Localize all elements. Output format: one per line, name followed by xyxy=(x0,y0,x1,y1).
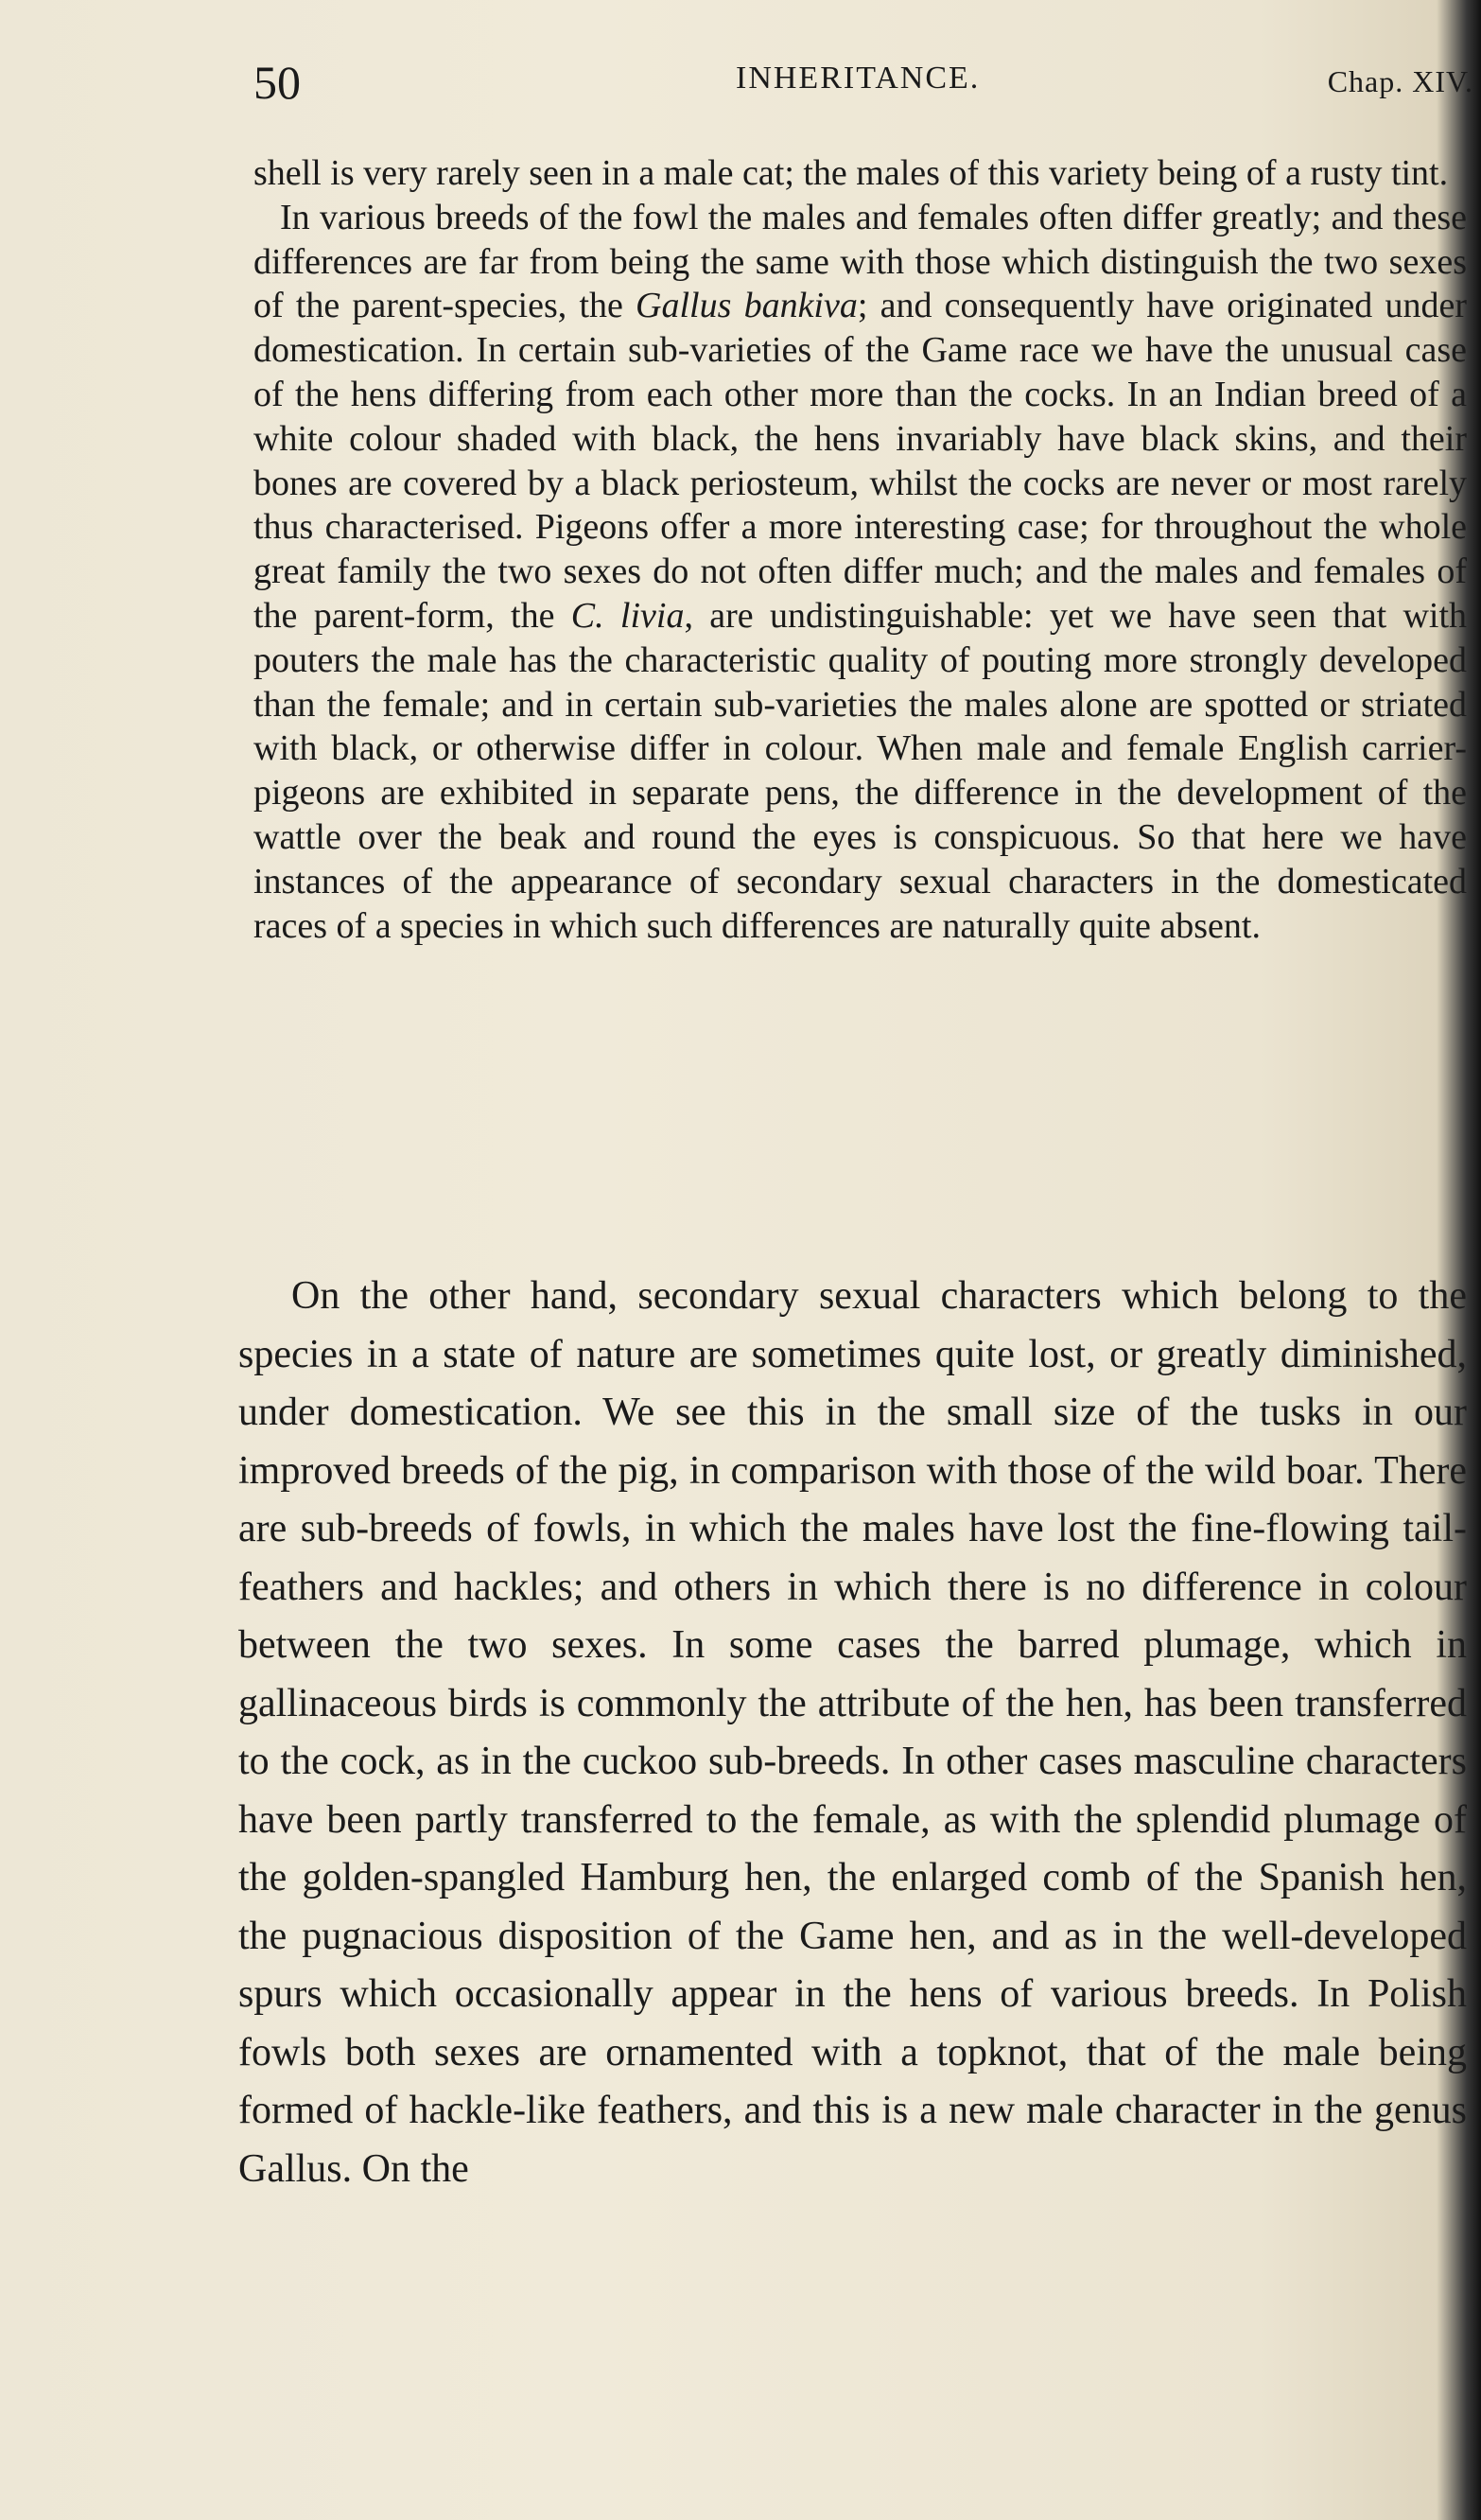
text-run: In various breeds of the fowl the males and females often differ greatly; and these differences are far from being the same with those which distinguish the two sexes of the parent-species, the xyxy=(253,197,1467,326)
paragraph-secondary-characters: On the other hand, secondary sexual characters which belong to the species in a state of nature are sometimes quite lost, or greatly diminished, under domestication. We see this in the small size of the tusks in our improved breeds of the pig, in comparison with those of the wild boar. There are sub-breeds of fowls, in which the males have lost the fine-flowing tail-feathers and hackles; and others in which there is no difference in colour between the two sexes. In some cases the barred plumage, which in gallinaceous birds is commonly the attribute of the hen, has been transferred to the cock, as in the cuckoo sub-breeds. In other cases masculine characters have been partly transferred to the female, as with the splendid plumage of the golden-spangled Hamburg hen, the enlarged comb of the Spanish hen, the pugnacious disposition of the Game hen, and as in the well-developed spurs which occasionally appear in the hens of various breeds. In Polish fowls both sexes are ornamented with a topknot, that of the male being formed of hackle-like feathers, and this is a new male character in the genus Gallus. On the xyxy=(238,1274,1467,2191)
small-type-block xyxy=(253,151,1467,948)
chapter-reference: Chap. XIV. xyxy=(1327,64,1473,98)
running-title: INHERITANCE. xyxy=(736,61,981,96)
large-type-block xyxy=(238,1268,1467,2198)
paragraph-continued: shell is very rarely seen in a male cat; the males of this variety being of a rusty tint. xyxy=(253,153,1449,193)
paragraph-fowl-pigeons xyxy=(253,196,1467,949)
species-name-italic: Gallus bankiva xyxy=(636,286,858,326)
text-run: ; and consequently have originated under domestication. In certain sub-varieties of the Game race we have the unusual case of the hens differing from each other more than the cocks. In an Indian breed of a white colour shaded with black, the hens invariably have black skins, and their bones are covered by a black periosteum, whilst the cocks are never or most rarely thus characterised. Pigeons offer a more interesting case; for throughout the whole great family the two sexes do not often differ much; and the males and females of the parent-form, the xyxy=(253,286,1467,636)
page-number: 50 xyxy=(253,56,301,109)
species-name-italic: C. livia xyxy=(570,595,685,636)
running-header xyxy=(253,55,1473,112)
text-run: , are undistinguishable: yet we have seen that with pouters the male has the characteristic quality of pouting more strongly developed than the female; and in certain sub-varieties the males alone are spotted or striated with black, or otherwise differ in colour. When male and female English carrier-pigeons are exhibited in separate pens, the difference in the development of the wattle over the beak and round the eyes is conspicuous. So that here we have instances of the appearance of secondary sexual characters in the domesticated races of a species in which such differences are naturally quite absent. xyxy=(253,595,1467,946)
